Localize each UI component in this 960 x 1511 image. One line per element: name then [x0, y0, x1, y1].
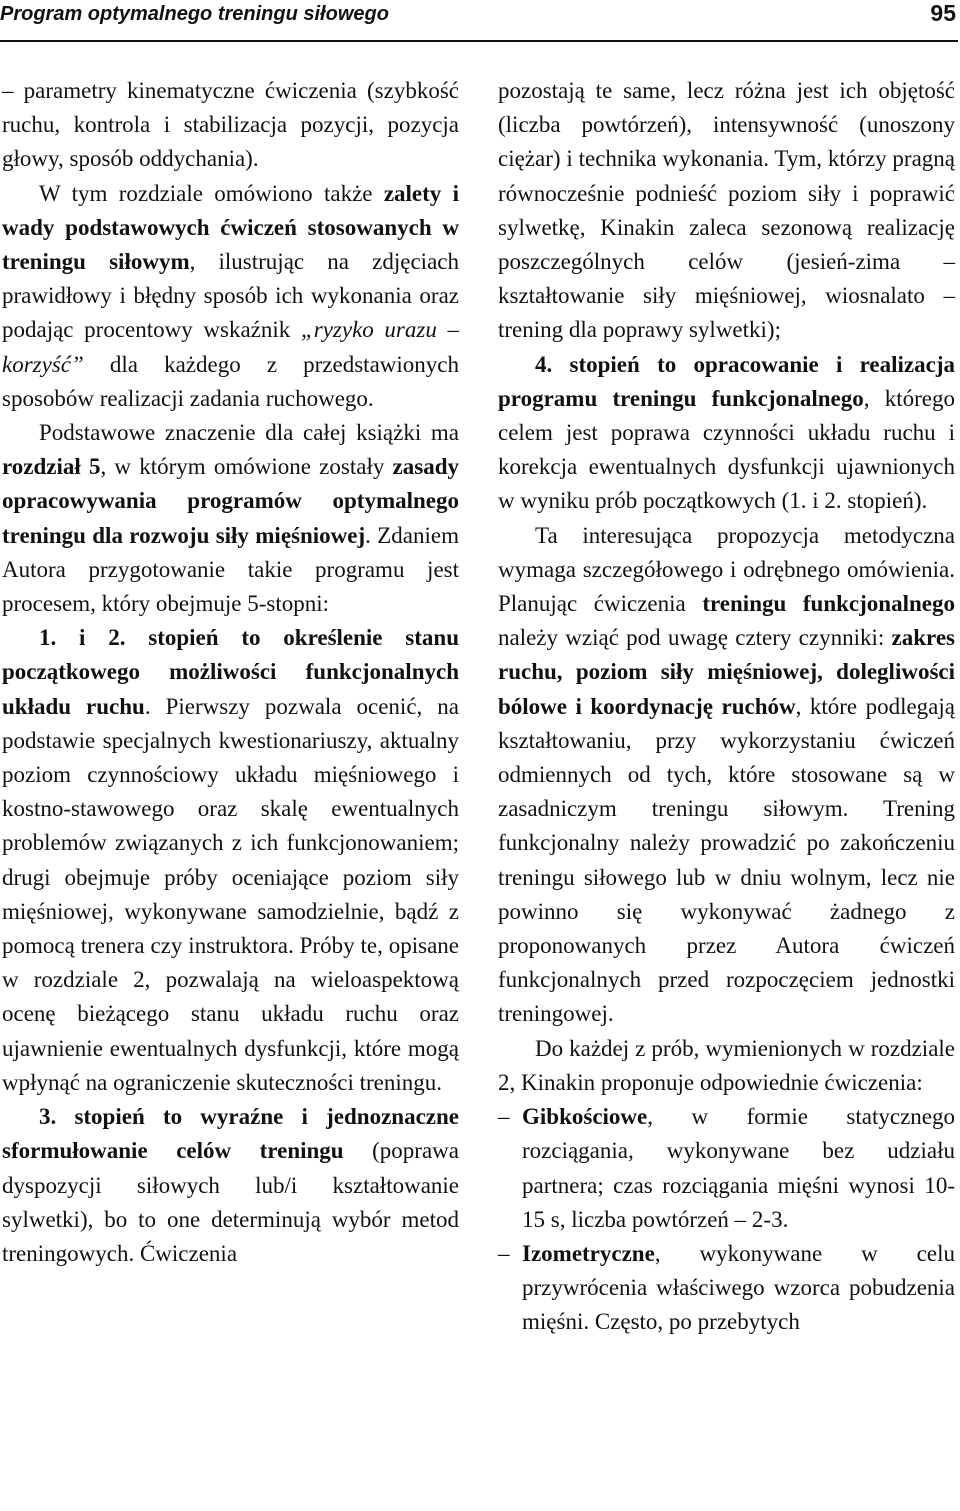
paragraph: Podstawowe znaczenie dla całej książki ma rozdział 5, w którym omówione zostały zasady opracowywania programów optymalnego treningu dla rozwoju siły mięśniowej. Zdaniem Autora przygotowanie takie programu jest procesem, który obejmuje 5-stopni:: [2, 420, 459, 617]
list-item: – Gibkościowe, w formie statycznego rozciągania, wykonywane bez udziału partnera; czas rozciągania mięśni wynosi 10-15 s, liczba powtórzeń – 2-3.: [498, 1100, 955, 1237]
right-column: [498, 74, 955, 1340]
paragraph: 3. stopień to wyraźne i jednoznaczne sformułowanie celów treningu (poprawa dyspozycji siłowych lub/i kształtowanie sylwetki), bo to one determinują wybór metod treningowych. Ćwiczenia: [2, 1104, 459, 1266]
paragraph: 4. stopień to opracowanie i realizacja programu treningu funkcjonalnego, którego celem jest poprawa czynności układu ruchu i korekcja ewentualnych dysfunkcji ujawnionych w wyniku prób początkowych (1. i 2. stopień).: [498, 351, 955, 514]
paragraph: Ta interesująca propozycja metodyczna wymaga szczegółowego i odrębnego omówienia. Planując ćwiczenia treningu funkcjonalnego należy wziąć pod uwagę cztery czynniki: zakres ruchu, poziom siły mięśniowej, dolegliwości bólowe i koordynację ruchów, które podlegają kształtowaniu, przy wykorzystaniu ćwiczeń odmiennych od tych, które stosowane są w zasadniczym treningu siłowym. Trening funkcjonalny należy prowadzić po zakończeniu treningu siłowego lub w dniu wolnym, lecz nie powinno się wykonywać żadnego z proponowanych przez Autora ćwiczeń funkcjonalnych przed rozpoczęciem jednostki treningowej.: [498, 522, 955, 1027]
paragraph: – parametry kinematyczne ćwiczenia (szybkość ruchu, kontrola i stabilizacja pozycji, pozycja głowy, sposób oddychania).: [2, 78, 459, 172]
paragraph: 1. i 2. stopień to określenie stanu początkowego możliwości funkcjonalnych układu ruchu. Pierwszy pozwala ocenić, na podstawie specjalnych kwestionariuszy, aktualny poziom czynnościowy układu mięśniowego i kostno-stawowego oraz skalę ewentualnych problemów związanych z ich funkcjonowaniem; drugi obejmuje próby oceniające poziom siły mięśniowej, wykonywane samodzielnie, bądź z pomocą trenera czy instruktora. Próby te, opisane w rozdziale 2, pozwalają na wieloaspektową ocenę bieżącego stanu układu ruchu oraz ujawnienie ewentualnych dysfunkcji, które mogą wpłynąć na ograniczenie skuteczności treningu.: [2, 625, 459, 1095]
paragraph: W tym rozdziale omówiono także zalety i wady podstawowych ćwiczeń stosowanych w treningu siłowym, ilustrując na zdjęciach prawidłowy i błędny sposób ich wykonania oraz podając procentowy wskaźnik „ryzyko urazu – korzyść” dla każdego z przedstawionych sposobów realizacji zadania ruchowego.: [2, 180, 459, 411]
running-header: [0, 0, 958, 42]
paragraph: Do każdej z prób, wymienionych w rozdziale 2, Kinakin proponuje odpowiednie ćwiczenia:: [498, 1035, 955, 1095]
list-dash: –: [498, 1104, 510, 1130]
list-dash: –: [498, 1240, 510, 1266]
paragraph: pozostają te same, lecz różna jest ich objętość (liczba powtórzeń), intensywność (unoszony ciężar) i technika wykonania. Tym, którzy pragną równocześnie podnieść poziom siły i poprawić sylwetkę, Kinakin zaleca sezonową realizację poszczególnych celów (jesień-zima – kształtowanie siły mięśniowej, wiosnalato – trening dla poprawy sylwetki);: [498, 78, 955, 343]
left-column: [2, 74, 459, 1271]
list-item: – Izometryczne, wykonywane w celu przywrócenia właściwego wzorca pobudzenia mięśni. Często, po przebytych: [498, 1237, 955, 1340]
running-title: Program optymalnego treningu siłowego: [0, 3, 389, 25]
page-number: 95: [930, 0, 956, 26]
